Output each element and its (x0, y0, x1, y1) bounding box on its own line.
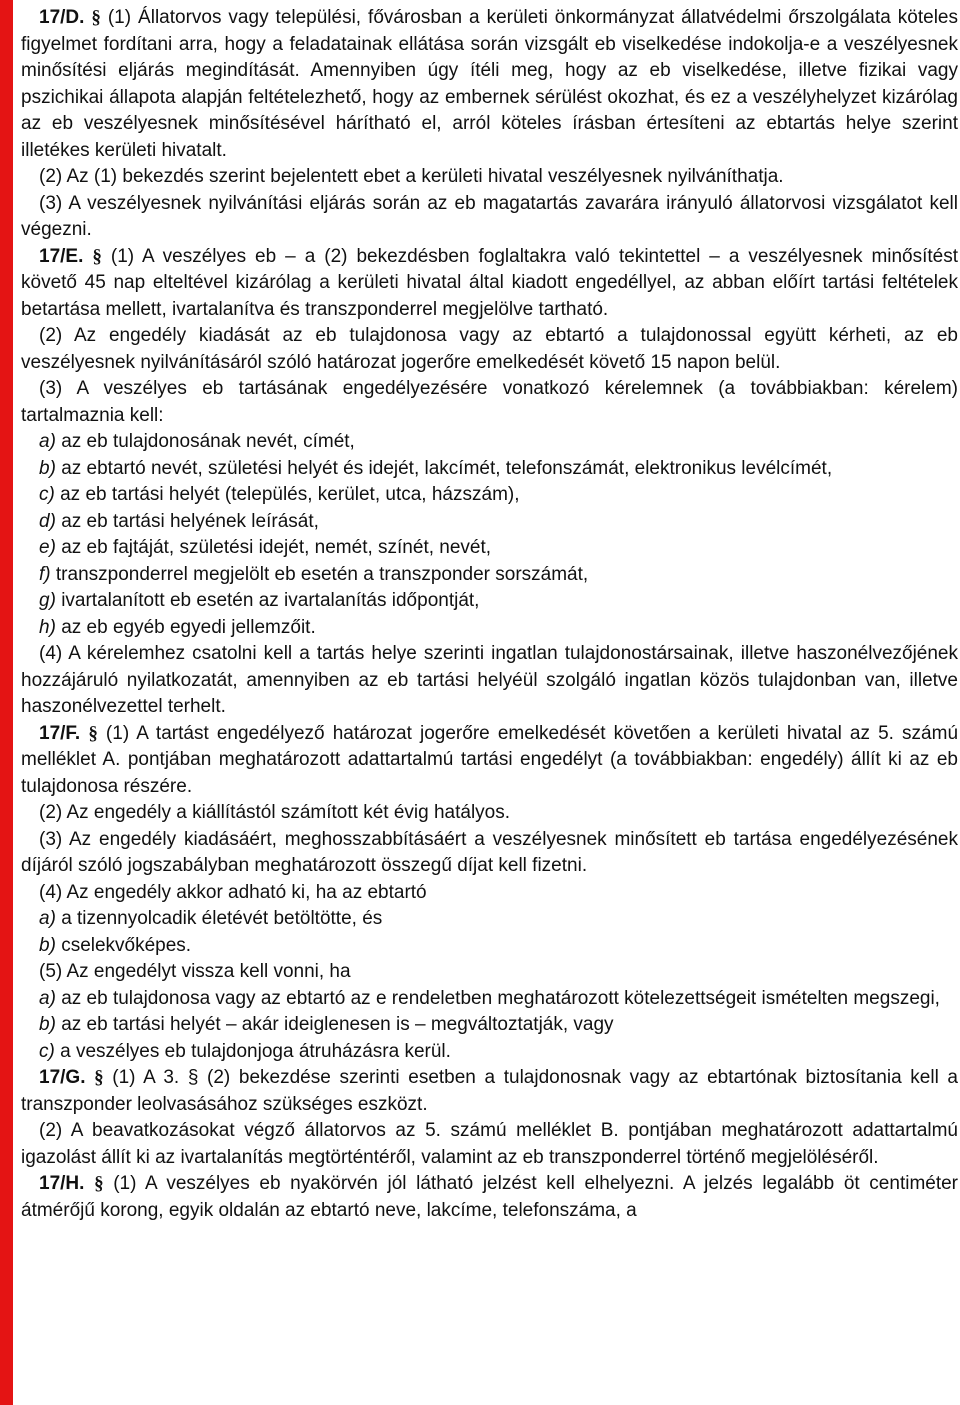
paragraph-sign: § (94, 1067, 104, 1088)
list-item-c (21, 482, 958, 509)
list-text: az eb tartási helyének leírását, (61, 510, 319, 532)
paragraph-sign: § (88, 722, 98, 744)
list-letter: d) (39, 510, 56, 532)
paragraph-17e-1 (21, 244, 958, 324)
list-text: cselekvőképes. (61, 934, 192, 956)
paragraph-17f-4 (21, 880, 958, 907)
paragraph-text: (1) A tartást engedélyező határozat jogerőre emelkedését követően a kerületi hivatal az 5. számú melléklet A. pontjában meghatározott adattartalmú tartási engedélyt (a továbbiakban: engedély) állít ki az eb tulajdonosa részére. (21, 722, 959, 797)
list-item-f (21, 562, 958, 589)
list-letter: g) (39, 590, 56, 611)
section-number: 17/G. (39, 1067, 86, 1088)
paragraph-text: (3) A veszélyesnek nyilvánítási eljárás során az eb magatartás zavarára irányuló állatorvosi vizsgálatot kell végezni. (21, 192, 958, 240)
list-item-h (21, 615, 958, 642)
list-text: az eb tartási helyét (település, kerület, utca, házszám), (60, 484, 520, 505)
paragraph-17h-1 (21, 1171, 958, 1224)
paragraph-17d-1 (21, 5, 958, 164)
list-letter: a) (39, 431, 56, 452)
list-item-g (21, 588, 958, 615)
list-letter: h) (39, 616, 56, 638)
list-text: transzponderrel megjelölt eb esetén a transzponder sorszámát, (55, 563, 589, 585)
paragraph-text: (1) A veszélyes eb – a (2) bekezdésben foglaltakra való tekintettel – a veszélyesnek minősítést követő 45 nap elteltével kizárólag a kerületi hivatal által kiadott engedéllyel, az abban előírt tartási feltételek betartása mellett, ivartalanítva és transzponderrel megjelölve tartható. (21, 245, 959, 320)
list-item-c (21, 1039, 958, 1066)
paragraph-sign: § (94, 1173, 104, 1194)
list-letter: f) (39, 563, 51, 585)
list-letter: c) (39, 484, 55, 505)
paragraph-text: (3) Az engedély kiadásáért, meghosszabbításáért a veszélyesnek minősített eb tartása engedélyezésének díjáról szóló jogszabályban meghatározott összegű díjat kell fizetni. (21, 828, 958, 876)
paragraph-text: (2) Az (1) bekezdés szerint bejelentett ebet a kerületi hivatal veszélyesnek nyilváníthatja. (39, 166, 784, 187)
paragraph-text: (4) A kérelemhez csatolni kell a tartás helye szerinti ingatlan tulajdonostársainak, illetve haszonélvezőjének hozzájáruló nyilatkozatát, amennyiben az eb tartási helyéül szolgáló ingatlan közös tulajdonban van, illetve haszonélvezettel terhelt. (21, 643, 958, 717)
paragraph-text: (4) Az engedély akkor adható ki, ha az ebtartó (39, 881, 427, 903)
paragraph-text: (5) Az engedélyt vissza kell vonni, ha (39, 961, 351, 982)
list-letter: a) (39, 987, 56, 1009)
paragraph-text: (1) Állatorvos vagy települési, fővárosban a kerületi önkormányzat állatvédelmi őrszolgálata köteles figyelmet fordítani arra, hogy a feladatainak ellátása során vizsgált eb viselkedése indokolja-e a veszélyesnek minősítési eljárás megindítását. Amennyiben úgy ítéli meg, hogy az eb viselkedése, illetve fizikai vagy pszichikai állapota alapján feltételezhető, hogy az embernek sérülést okozhat, és ez a veszélyhelyzet kizárólag az eb veszélyesnek minősítésével hárítható el, arról köteles írásban értesíteni az ebtartás helye szerint illetékes kerületi hivatalt. (21, 7, 958, 161)
list-text: a tizennyolcadik életévét betöltötte, és (61, 908, 383, 929)
list-item-b (21, 933, 958, 960)
paragraph-17f-3 (21, 827, 958, 880)
list-item-a (21, 429, 958, 456)
list-text: az ebtartó nevét, születési helyét és idejét, lakcímét, telefonszámát, elektronikus levélcímét, (61, 457, 833, 479)
section-number: 17/D. (39, 7, 85, 28)
list-letter: a) (39, 908, 56, 929)
list-text: az eb tulajdonosának nevét, címét, (61, 431, 355, 452)
list-item-b (21, 1012, 958, 1039)
section-number: 17/H. (39, 1173, 85, 1194)
paragraph-17e-2 (21, 323, 958, 376)
section-number: 17/F. (39, 722, 81, 744)
paragraph-17f-1 (21, 721, 958, 801)
paragraph-text: (1) A 3. § (2) bekezdése szerinti esetben a tulajdonosnak vagy az ebtartónak biztosítania kell a transzponder leolvasásához szükséges eszközt. (21, 1067, 958, 1115)
list-item-a (21, 986, 958, 1013)
paragraph-17g-1 (21, 1065, 958, 1118)
list-letter: b) (39, 457, 56, 479)
list-item-b (21, 456, 958, 483)
paragraph-17f-2 (21, 800, 958, 827)
list-item-e (21, 535, 958, 562)
paragraph-17d-2 (21, 164, 958, 191)
list-letter: e) (39, 537, 56, 558)
paragraph-17e-3 (21, 376, 958, 429)
list-text: a veszélyes eb tulajdonjoga átruházásra kerül. (60, 1040, 451, 1062)
list-text: az eb tulajdonosa vagy az ebtartó az e rendeletben meghatározott kötelezettségeit ismételten megszegi, (61, 987, 940, 1009)
list-text: az eb egyéb egyedi jellemzőit. (61, 616, 316, 638)
list-text: az eb fajtáját, születési idejét, nemét, színét, nevét, (61, 537, 492, 558)
paragraph-17e-4 (21, 641, 958, 721)
section-number: 17/E. (39, 245, 84, 267)
list-text: az eb tartási helyét – akár ideiglenesen is – megváltoztatják, vagy (61, 1014, 614, 1035)
paragraph-17d-3 (21, 191, 958, 244)
list-letter: b) (39, 934, 56, 956)
list-item-d (21, 509, 958, 536)
paragraph-text: (2) A beavatkozásokat végző állatorvos az 5. számú melléklet B. pontjában meghatározott adattartalmú igazolást állít ki az ivartalanítás megtörténtéről, valamint az eb transzponderrel történő megjelöléséről. (21, 1120, 958, 1168)
paragraph-sign: § (91, 7, 101, 28)
list-letter: c) (39, 1040, 55, 1062)
paragraph-text: (2) Az engedély kiadását az eb tulajdonosa vagy az ebtartó a tulajdonossal együtt kérheti, az eb veszélyesnek nyilvánításáról szóló határozat jogerőre emelkedését követő 15 napon belül. (21, 325, 958, 373)
list-item-a (21, 906, 958, 933)
list-letter: b) (39, 1014, 56, 1035)
list-text: ivartalanított eb esetén az ivartalanítás időpontját, (61, 590, 480, 611)
paragraph-text: (2) Az engedély a kiállítástól számított két évig hatályos. (39, 802, 511, 823)
paragraph-text: (3) A veszélyes eb tartásának engedélyezésére vonatkozó kérelemnek (a továbbiakban: kérelem) tartalmaznia kell: (21, 378, 958, 426)
left-margin-bar (0, 0, 13, 1405)
paragraph-text: (1) A veszélyes eb nyakörvén jól látható jelzést kell elhelyezni. A jelzés legalább öt centiméter átmérőjű korong, egyik oldalán az ebtartó neve, lakcíme, telefonszáma, a (21, 1173, 959, 1221)
document-page (21, 5, 958, 1224)
paragraph-17g-2 (21, 1118, 958, 1171)
paragraph-sign: § (92, 245, 102, 267)
paragraph-17f-5 (21, 959, 958, 986)
